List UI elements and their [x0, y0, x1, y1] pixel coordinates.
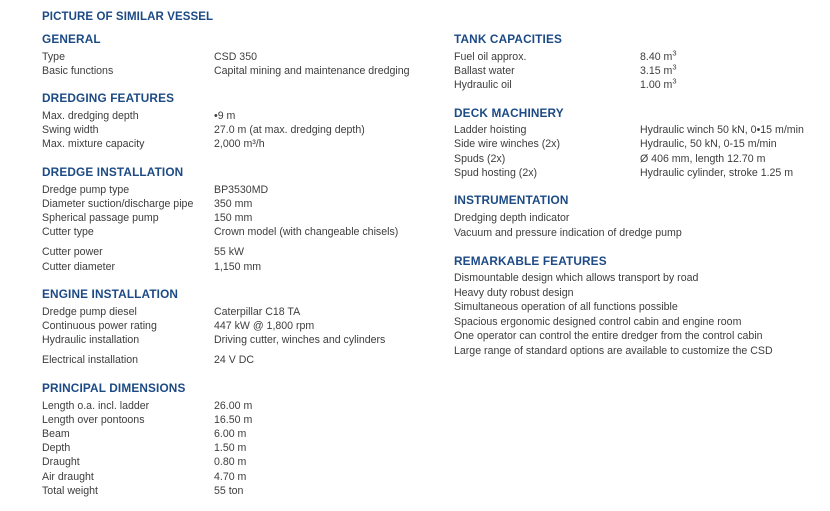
spec-label: Draught [42, 456, 80, 469]
section-title: DECK MACHINERY [454, 105, 564, 120]
spec-value: 26.00 m [214, 399, 253, 412]
table-row [454, 78, 826, 92]
spec-label: Total weight [42, 484, 98, 497]
section-title: PRINCIPAL DIMENSIONS [42, 381, 186, 396]
section-general [42, 32, 450, 78]
spec-value-unit: 3 [672, 76, 677, 86]
table-row [42, 427, 450, 441]
spec-label: Ladder hoisting [454, 124, 527, 137]
spec-value-unit: 3 [672, 47, 677, 57]
table-row [454, 50, 826, 64]
spec-label: Spuds (2x) [454, 152, 506, 165]
spec-value-unit: 3 [672, 62, 677, 72]
section-title: REMARKABLE FEATURES [454, 253, 607, 268]
section-principal-dimensions [42, 381, 450, 498]
table-row [42, 354, 450, 368]
table-row [42, 442, 450, 456]
spec-table [42, 109, 450, 152]
spec-label: Length o.a. incl. ladder [42, 399, 150, 412]
spec-table [42, 50, 450, 78]
spec-label: Beam [42, 427, 70, 440]
spec-value [640, 64, 826, 78]
spec-label: Hydraulic installation [42, 334, 140, 347]
spec-value [640, 78, 826, 92]
right-column [450, 32, 826, 372]
picture-caption: PICTURE OF SIMILAR VESSEL [42, 11, 214, 23]
table-row [42, 50, 450, 64]
table-row [42, 183, 450, 197]
spec-value-text: 8.40 m [640, 50, 673, 63]
table-row [42, 124, 450, 138]
spec-label: Swing width [42, 124, 99, 137]
spec-value-text: 3.15 m [640, 64, 673, 77]
table-row [42, 109, 450, 123]
spec-value: Ø 406 mm, length 12.70 m [640, 152, 766, 165]
spec-value: 27.0 m (at max. dredging depth) [214, 124, 365, 137]
spec-value: 2,000 m³/h [214, 138, 265, 151]
section-title: TANK CAPACITIES [454, 32, 562, 46]
table-row [42, 319, 450, 333]
spec-label: Depth [42, 442, 71, 455]
spec-label: Dredge pump type [42, 183, 130, 196]
spec-label: Electrical installation [42, 354, 138, 367]
spec-value: 447 kW @ 1,800 rpm [214, 319, 315, 332]
spec-table [454, 124, 826, 181]
table-row [42, 197, 450, 211]
section-dredging-features [42, 91, 450, 152]
section-title: INSTRUMENTATION [454, 193, 569, 208]
spec-label: Max. mixture capacity [42, 138, 145, 151]
table-row [42, 226, 450, 240]
table-row [42, 456, 450, 470]
spec-value: 6.00 m [214, 427, 247, 440]
table-row [42, 211, 450, 225]
spec-value: 1.50 m [214, 442, 247, 455]
spec-label: Ballast water [454, 64, 515, 77]
spec-value: 55 ton [214, 484, 244, 497]
left-column [42, 32, 450, 511]
spec-label: Side wire winches (2x) [454, 138, 560, 151]
section-tank-capacities [454, 32, 826, 93]
spec-value: 150 mm [214, 211, 253, 224]
spec-value: 350 mm [214, 197, 253, 210]
table-row [42, 470, 450, 484]
spec-label: Continuous power rating [42, 319, 157, 332]
section-engine-installation [42, 287, 450, 368]
two-column-layout [42, 32, 812, 511]
spec-value: BP3530MD [214, 183, 269, 196]
spec-value-text: 1.00 m [640, 78, 673, 91]
table-row [454, 64, 826, 78]
spec-value: 55 kW [214, 246, 245, 259]
table-row [454, 166, 826, 180]
remarkable-features-list [454, 272, 826, 360]
table-row [42, 138, 450, 152]
section-dredge-installation [42, 165, 450, 274]
spec-table [42, 183, 450, 274]
section-deck-machinery [454, 106, 826, 181]
spec-value: Hydraulic winch 50 kN, 0•15 m/min [640, 124, 804, 137]
spec-label: Fuel oil approx. [454, 50, 527, 63]
list-item: Spacious ergonomic designed control cabin and engine room [454, 315, 742, 328]
spec-label: Diameter suction/discharge pipe [42, 197, 194, 210]
section-remarkable-features [454, 254, 826, 360]
spec-value: Hydraulic cylinder, stroke 1.25 m [640, 166, 794, 179]
list-item: Vacuum and pressure indication of dredge pump [454, 226, 682, 239]
spec-label: Air draught [42, 470, 94, 483]
spec-label: Basic functions [42, 64, 114, 77]
table-row [42, 399, 450, 413]
spec-value: 24 V DC [214, 354, 255, 367]
spec-value: CSD 350 [214, 50, 257, 63]
list-item: Large range of standard options are available to customize the CSD [454, 345, 773, 358]
spec-value: 4.70 m [214, 470, 247, 483]
spec-value [640, 47, 826, 64]
spec-table [42, 305, 450, 368]
spec-value: Driving cutter, winches and cylinders [214, 334, 386, 347]
spec-value: Crown model (with changeable chisels) [214, 226, 399, 239]
list-item: Simultaneous operation of all functions possible [454, 301, 678, 314]
table-row [42, 484, 450, 498]
spec-value: •9 m [214, 109, 236, 122]
table-row [454, 124, 826, 138]
section-title: ENGINE INSTALLATION [42, 287, 179, 302]
spec-value: 16.50 m [214, 413, 253, 426]
spec-label: Type [42, 50, 65, 63]
spec-value: Caterpillar C18 TA [214, 305, 301, 318]
table-row [454, 138, 826, 152]
spec-label: Cutter type [42, 226, 94, 239]
table-row [42, 260, 450, 274]
table-row [42, 305, 450, 319]
spec-label: Max. dredging depth [42, 109, 139, 122]
list-item: Dismountable design which allows transport by road [454, 272, 699, 285]
spec-label: Cutter power [42, 246, 103, 259]
list-item: Heavy duty robust design [454, 286, 574, 299]
instrumentation-list [454, 211, 826, 240]
spec-value: Capital mining and maintenance dredging [214, 64, 410, 77]
spec-label: Spherical passage pump [42, 211, 159, 224]
section-title: DREDGING FEATURES [42, 91, 175, 106]
list-item: Dredging depth indicator [454, 211, 570, 224]
spec-label: Cutter diameter [42, 260, 116, 273]
table-row [454, 152, 826, 166]
spec-value: 0.80 m [214, 456, 247, 469]
spec-label: Dredge pump diesel [42, 305, 137, 318]
spec-label: Length over pontoons [42, 413, 145, 426]
spec-label: Hydraulic oil [454, 78, 512, 91]
section-title: DREDGE INSTALLATION [42, 165, 184, 180]
spec-label: Spud hosting (2x) [454, 166, 538, 179]
list-item: One operator can control the entire dredger from the control cabin [454, 330, 763, 343]
table-row [42, 246, 450, 260]
spec-table [454, 47, 826, 93]
spec-value: 1,150 mm [214, 260, 262, 273]
section-title: GENERAL [42, 32, 101, 46]
section-instrumentation [454, 193, 826, 240]
spec-table [42, 399, 450, 498]
table-row [42, 64, 450, 78]
table-row [42, 334, 450, 348]
table-row [42, 413, 450, 427]
spec-value: Hydraulic, 50 kN, 0-15 m/min [640, 138, 777, 151]
